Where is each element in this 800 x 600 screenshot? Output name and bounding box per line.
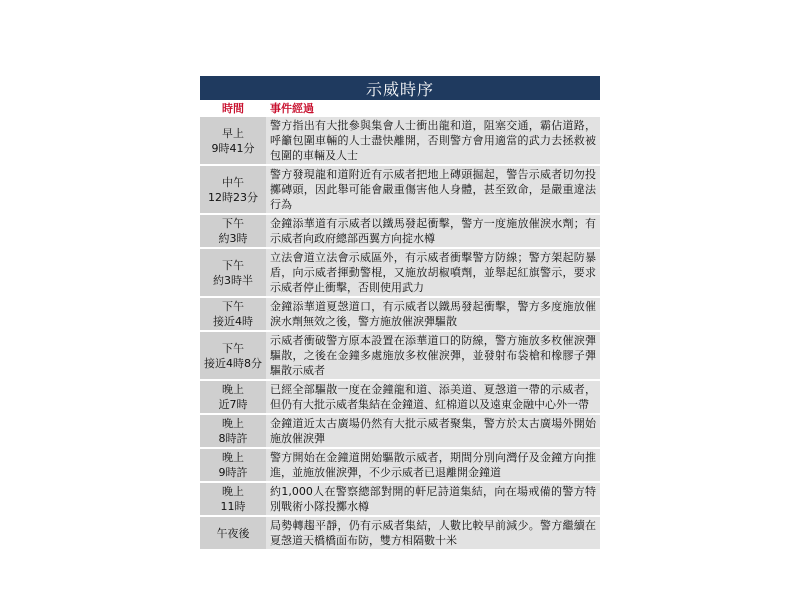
event-cell: 警方開始在金鐘道開始驅散示威者，期間分別向灣仔及金鐘方向推進，並施放催淚彈，不少示威者已退離開金鐘道 [266,449,600,481]
event-cell: 金鐘道近太古廣場仍然有大批示威者聚集，警方於太古廣場外開始施放催淚彈 [266,415,600,447]
event-cell: 立法會道立法會示威區外，有示威者衝擊警方防線；警方架起防暴盾，向示威者揮動警棍，又施放胡椒噴劑，並舉起紅旗警示，要求示威者停止衝擊，否則使用武力 [266,249,600,296]
table-row [200,449,600,481]
time-column-header: 時間 [222,101,244,115]
event-cell: 警方發現龍和道附近有示威者把地上磚頭掘起，警告示威者切勿投擲磚頭，因此舉可能會嚴重傷害他人身體，甚至致命，是嚴重違法行為 [266,166,600,213]
table-title: 示威時序 [200,76,600,100]
time-cell: 中午 12時23分 [200,166,266,213]
time-cell: 早上 9時41分 [200,117,266,164]
table-row [200,215,600,247]
table-row [200,483,600,515]
event-cell: 約1,000人在警察總部對開的軒尼詩道集結，向在場戒備的警方特別戰術小隊投擲水樽 [266,483,600,515]
event-column-header: 事件經過 [270,101,314,115]
time-cell: 晚上 9時許 [200,449,266,481]
table-row [200,332,600,379]
time-cell: 晚上 11時 [200,483,266,515]
table-row [200,166,600,213]
table-row [200,517,600,549]
time-cell: 下午 約3時半 [200,249,266,296]
table-row [200,381,600,413]
table-row [200,117,600,164]
table-header [200,100,600,115]
time-cell: 午夜後 [200,517,266,549]
event-cell: 警方指出有大批參與集會人士衝出龍和道，阻塞交通，霸佔道路，呼籲包圍車輛的人士盡快離開，否則警方會用適當的武力去拯救被包圍的車輛及人士 [266,117,600,164]
table-row [200,415,600,447]
time-cell: 晚上 近7時 [200,381,266,413]
event-cell: 示威者衝破警方原本設置在添華道口的防線，警方施放多枚催淚彈驅散，之後在金鐘多處施放多枚催淚彈，並發射布袋槍和橡膠子彈驅散示威者 [266,332,600,379]
time-cell: 下午 約3時 [200,215,266,247]
time-cell: 下午 接近4時 [200,298,266,330]
table-row [200,298,600,330]
event-cell: 金鐘添華道有示威者以鐵馬發起衝擊，警方一度施放催淚水劑；有示威者向政府總部西翼方向掟水樽 [266,215,600,247]
table-body [200,117,600,549]
time-cell: 下午 接近4時8分 [200,332,266,379]
event-cell: 局勢轉趨平靜，仍有示威者集結，人數比較早前減少。警方繼續在夏愨道天橋橋面布防，雙方相隔數十米 [266,517,600,549]
event-cell: 金鐘添華道夏愨道口，有示威者以鐵馬發起衝擊，警方多度施放催淚水劑無效之後，警方施放催淚彈驅散 [266,298,600,330]
event-cell: 已經全部驅散一度在金鐘龍和道、添美道、夏愨道一帶的示威者，但仍有大批示威者集結在金鐘道、紅棉道以及遠東金融中心外一帶 [266,381,600,413]
time-cell: 晚上 8時許 [200,415,266,447]
table-row [200,249,600,296]
protest-timeline-table [200,76,600,549]
